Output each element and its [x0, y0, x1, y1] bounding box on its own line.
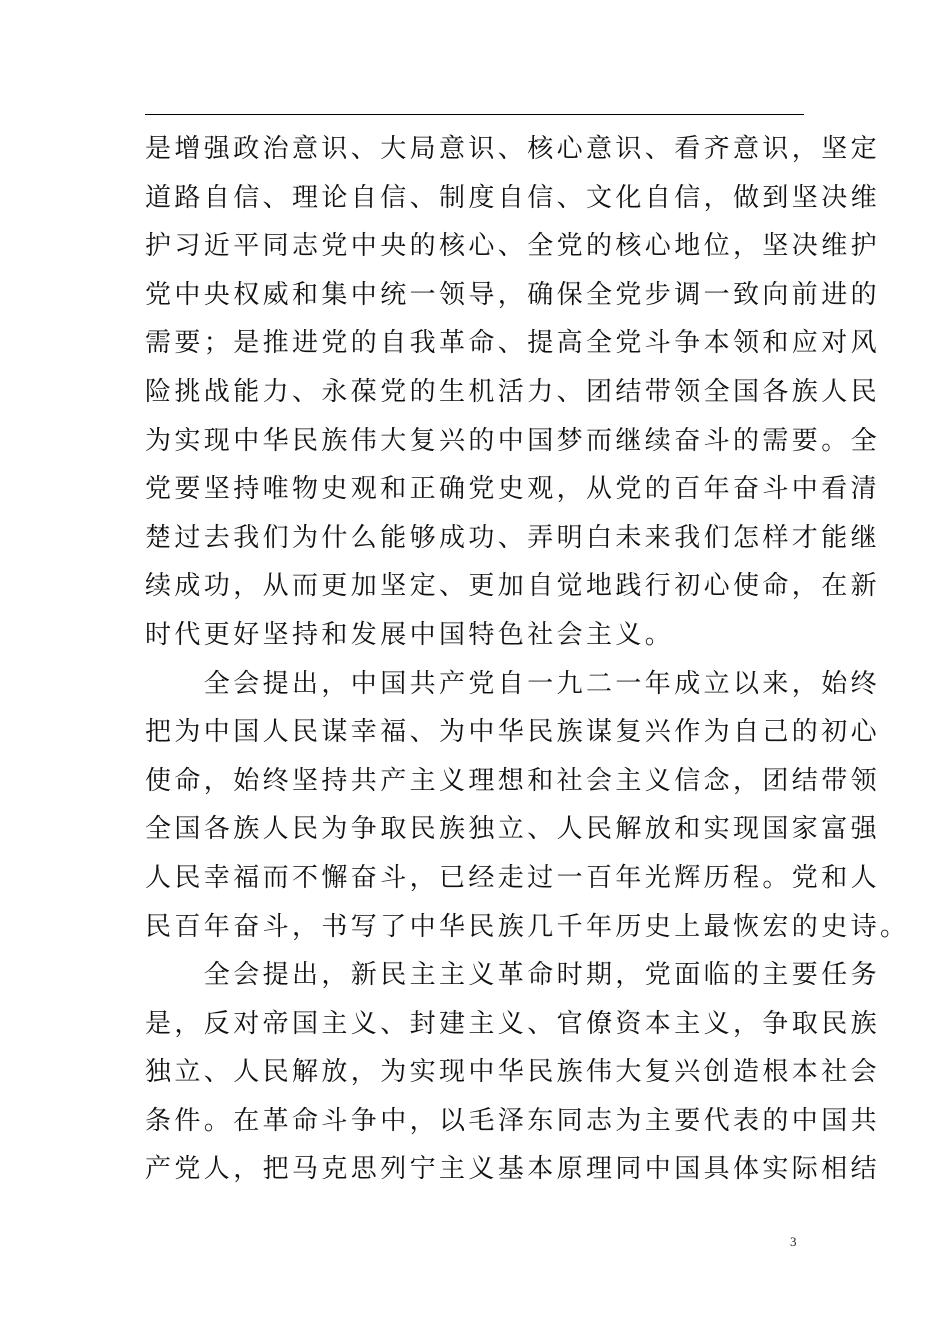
- text-line: 使命，始终坚持共产主义理想和社会主义信念，团结带领: [145, 765, 881, 796]
- header-rule: [145, 114, 804, 115]
- text-line: 护习近平同志党中央的核心、全党的核心地位，坚决维护: [145, 231, 881, 262]
- text-line: 是，反对帝国主义、封建主义、官僚资本主义，争取民族: [145, 1008, 881, 1039]
- text-line: 党中央权威和集中统一领导，确保全党步调一致向前进的: [145, 279, 881, 310]
- text-line: 人民幸福而不懈奋斗，已经走过一百年光辉历程。党和人: [145, 862, 881, 893]
- text-line: 民百年奋斗，书写了中华民族几千年历史上最恢宏的史诗。: [145, 911, 910, 942]
- text-line: 条件。在革命斗争中，以毛泽东同志为主要代表的中国共: [145, 1105, 881, 1136]
- text-line: 险挑战能力、永葆党的生机活力、团结带领全国各族人民: [145, 376, 881, 407]
- text-line: 需要；是推进党的自我革命、提高全党斗争本领和应对风: [145, 328, 881, 359]
- text-line: 为实现中华民族伟大复兴的中国梦而继续奋斗的需要。全: [145, 425, 881, 456]
- document-body: [145, 125, 910, 1194]
- text-line: 时代更好坚持和发展中国特色社会主义。: [145, 619, 675, 650]
- text-line: 全国各族人民为争取民族独立、人民解放和实现国家富强: [145, 814, 881, 845]
- text-line: 产党人，把马克思列宁主义基本原理同中国具体实际相结: [145, 1154, 881, 1185]
- text-line: 是增强政治意识、大局意识、核心意识、看齐意识，坚定: [145, 134, 881, 164]
- text-line: 独立、人民解放，为实现中华民族伟大复兴创造根本社会: [145, 1057, 881, 1088]
- page-number: 3: [790, 1234, 797, 1249]
- text-line: 续成功，从而更加坚定、更加自觉地践行初心使命，在新: [145, 571, 881, 602]
- text-line: 楚过去我们为什么能够成功、弄明白未来我们怎样才能继: [145, 522, 881, 553]
- text-line: 全会提出，中国共产党自一九二一年成立以来，始终: [145, 668, 881, 699]
- text-line: 把为中国人民谋幸福、为中华民族谋复兴作为自己的初心: [145, 717, 881, 748]
- text-line: 道路自信、理论自信、制度自信、文化自信，做到坚决维: [145, 182, 881, 213]
- text-line: 党要坚持唯物史观和正确党史观，从党的百年奋斗中看清: [145, 474, 881, 505]
- text-line: 全会提出，新民主主义革命时期，党面临的主要任务: [145, 960, 881, 991]
